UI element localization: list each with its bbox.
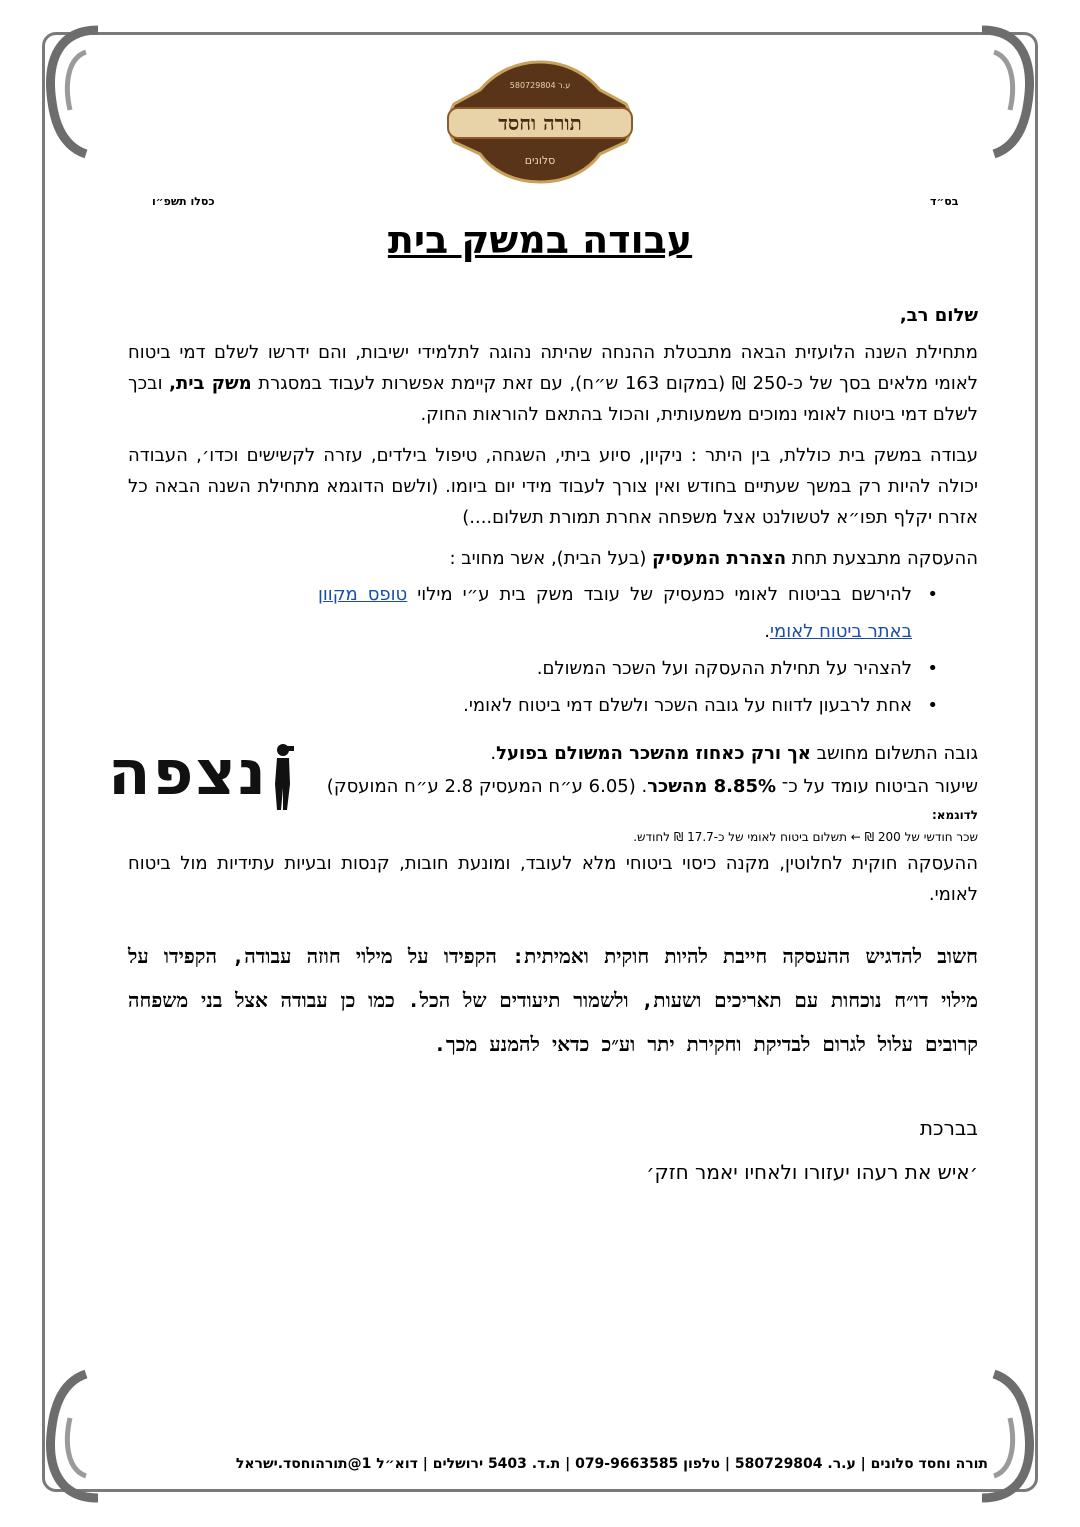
closing-quote: ׳איש את רעהו יעזורו ולאחיו יאמר חזק׳ (646, 1160, 978, 1184)
important-notice: חשוב להדגיש ההעסקה חייבת להיות חוקית ואמיתית: הקפידו על מילוי חוזה עבודה, הקפידו על מילוי דו״ח נוכחות עם תאריכים ושעות, ולשמור תיעודים של הכל. כמו כן עבודה אצל בני משפחה קרובים עלול לגרום לבדיקת וחקירת יתר וע״כ כדאי להמנע מכך. (128, 944, 978, 1056)
calc-text-a: גובה התשלום מחושב (810, 743, 978, 764)
paragraph-work-definition: עבודה במשק בית כוללת, בין היתר : ניקיון, סיוע ביתי, השגחה, טיפול בילדים, עזרה לקשישים וכדו׳, העבודה יכולה להיות רק במשך שעתיים בחודש ואין צורך לעבוד מידי יום ביומו. (ולשם הדוגמא מתחילת השנה הבאה כל אזרח יקלף תפו״א לטשולנט אצל משפחה אחרת תמורת תשלום....) (128, 445, 978, 528)
list-item: • אחת לרבעון לדווח על גובה השכר ולשלם דמי ביטוח לאומי. (318, 687, 938, 724)
para1-bold: משק בית, (169, 373, 252, 394)
greeting: שלום רב, (899, 305, 978, 326)
ornament-corner-icon (38, 22, 108, 162)
hebrew-date: כסלו תשפ״ו (152, 195, 215, 208)
watermark-stamp (88, 736, 298, 814)
logo-name: תורה וחסד (498, 111, 582, 135)
online-form-link[interactable]: טופס מקוון באתר ביטוח לאומי (318, 584, 912, 642)
closing-blessing: בברכת (919, 1116, 978, 1140)
intro-text-c: (בעל הבית), אשר מחויב : (449, 548, 653, 569)
footer-contact: תורה וחסד סלונים | ע.ר. 580729804 | טלפון 079-9663585 | ת.ד. 5403 ירושלים | דוא״ל 1@תורהוחסד.ישראל (235, 1456, 988, 1472)
para1-text-c: ובכך לשלם דמי ביטוח לאומי נמוכים משמעותית, והכול בהתאם להוראות החוק. (128, 373, 978, 425)
ornament-corner-icon (972, 1366, 1042, 1506)
paragraph-intro (128, 337, 978, 430)
list-item: • להצהיר על תחילת ההעסקה ועל השכר המשולם. (318, 650, 938, 687)
intro-bold: הצהרת המעסיק (652, 548, 787, 569)
example-label: לדוגמא: (931, 808, 978, 822)
bsd-mark: בס״ד (930, 195, 959, 208)
employer-intro (128, 543, 978, 574)
employer-obligations-list (318, 576, 978, 724)
page-title: עבודה במשק בית (387, 218, 693, 262)
logo-reg: ע.ר 580729804 (509, 81, 571, 90)
logo-sub: סלונים (524, 154, 556, 167)
paragraph-legal: ההעסקה חוקית לחלוטין, מקנה כיסוי ביטוחי מלא לעובד, ומונעת חובות, קנסות ובעיות עתידיות מול ביטוח לאומי. (128, 853, 978, 905)
watermark-text: נצפה (108, 736, 268, 809)
ornament-corner-icon (38, 1366, 108, 1506)
intro-text-a: ההעסקה מתבצעת תחת (786, 548, 978, 569)
calc-text-c: . (490, 743, 497, 764)
organization-logo (440, 58, 640, 186)
calc-bold: אך ורק כאחוז מהשכר המשולם בפועל (496, 743, 811, 764)
rate-bold: 8.85% מהשכר (647, 776, 777, 797)
bullet1-end: . (764, 621, 770, 642)
para1-text-a: מתחילת השנה הלועזית הבאה מתבטלת ההנחה שהיתה נהוגה לתלמידי ישיבות, והם ידרשו לשלם דמי ביטוח לאומי מלאים בסך של כ-250 ₪ (במקום 163 ש״ח), עם זאת קיימת אפשרות לעבוד במסגרת (128, 342, 979, 394)
ornament-corner-icon (972, 22, 1042, 162)
rate-text-a: שיעור הביטוח עומד על כ־ (776, 776, 978, 797)
person-with-binoculars-icon (270, 742, 296, 812)
rate-text-c: . (6.05 ע״ח המעסיק 2.8 ע״ח המועסק) (326, 776, 648, 797)
bullet1-text: להירשם בביטוח לאומי כמעסיק של עובד משק בית ע״י מילוי (407, 584, 912, 605)
example-text: שכר חודשי של 200 ₪ ← תשלום ביטוח לאומי של כ-17.7 ₪ לחודש. (633, 830, 978, 844)
closing (128, 1106, 978, 1194)
list-item (318, 576, 938, 650)
